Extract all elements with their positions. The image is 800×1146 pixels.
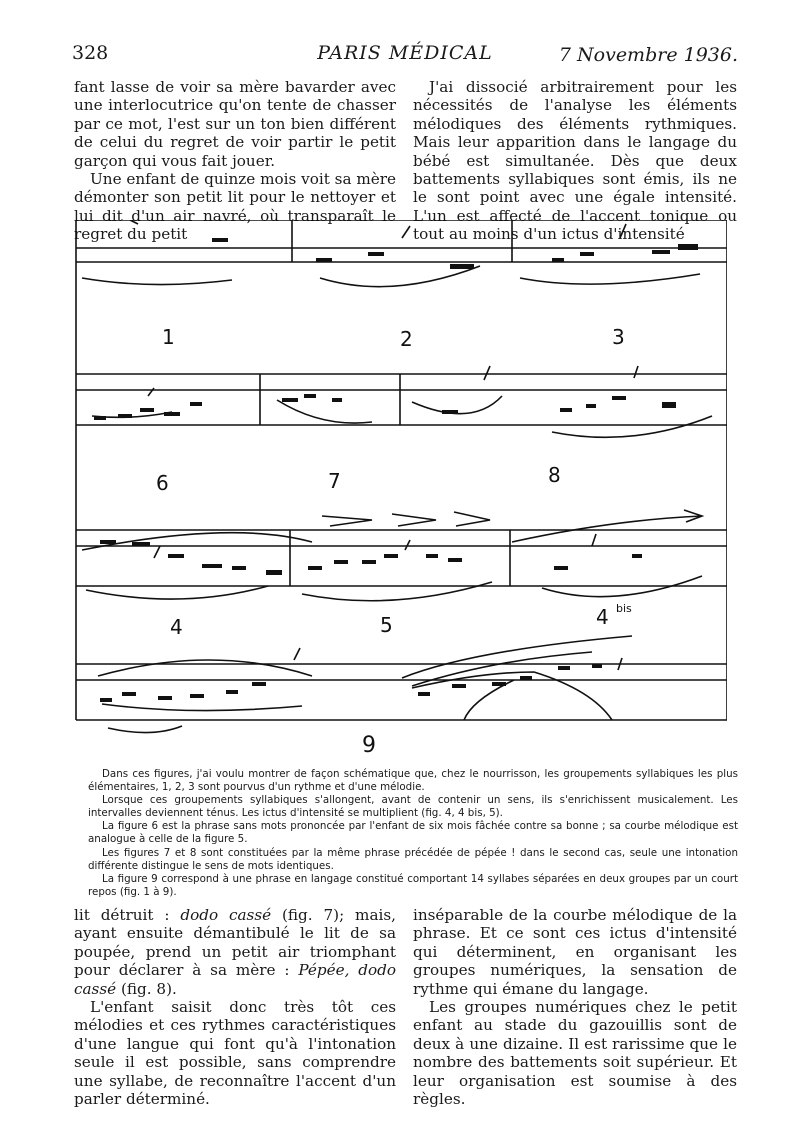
figure-label-6: 6 — [156, 471, 169, 495]
note-dash — [450, 264, 474, 269]
note-dash — [334, 560, 348, 564]
italic-phrase: Pépée, dodo cassé — [74, 961, 396, 998]
note-dash — [652, 250, 670, 254]
figure-label-bis-sub: bis — [616, 602, 632, 615]
note-dash — [558, 666, 570, 670]
note-dash — [418, 692, 430, 696]
melodic-curve — [320, 266, 480, 287]
journal-title: PARIS MÉDICAL — [317, 42, 493, 64]
paragraph: Une enfant de quinze mois voit sa mère démonter son petit lit pour le nettoyer et lui dit d'un air navré, où transparaît le regret du petit — [74, 170, 396, 244]
note-dash — [252, 682, 266, 686]
text-run: lit détruit : — [74, 906, 181, 924]
accent-stroke — [154, 546, 160, 558]
note-dash — [560, 408, 572, 412]
note-dash — [520, 676, 532, 680]
note-dash — [332, 398, 342, 402]
melodic-curve — [82, 278, 232, 285]
figure-caption — [88, 768, 738, 899]
note-dash — [632, 554, 642, 558]
note-dash — [190, 402, 202, 406]
note-dash — [132, 542, 150, 546]
crescendo-mark — [454, 512, 490, 526]
note-dash — [442, 410, 458, 414]
accent-stroke — [592, 534, 596, 546]
column-top-right — [413, 78, 737, 244]
caption-paragraph: Lorsque ces groupements syllabiques s'allongent, avant de contenir un sens, ils s'enrichissent musicalement. Les intervalles deviennent ténus. Les ictus d'intensité se multiplient (fig. 4, 4 bis, 5). — [88, 794, 738, 820]
melody-rhythm-figure — [72, 220, 727, 760]
accent-stroke — [484, 366, 490, 380]
note-dash — [118, 414, 132, 418]
note-dash — [122, 692, 136, 696]
figure-label-1: 1 — [162, 325, 175, 349]
note-dash — [384, 554, 398, 558]
note-dash — [168, 554, 184, 558]
note-dash — [266, 570, 282, 575]
figure-label-4-bis: 4 — [596, 605, 609, 629]
note-dash — [368, 252, 384, 256]
figure-label-4: 4 — [170, 615, 183, 639]
note-dash — [190, 694, 204, 698]
melodic-curve — [108, 726, 182, 733]
note-dash — [94, 416, 106, 420]
note-dash — [448, 558, 462, 562]
crescendo-mark — [322, 516, 372, 526]
accent-stroke — [620, 224, 626, 238]
accent-stroke — [405, 540, 410, 550]
note-dash — [100, 540, 116, 544]
note-dash — [316, 258, 332, 262]
note-dash — [308, 566, 322, 570]
issue-date: 7 Novembre 1936. — [558, 44, 738, 66]
crescendo-mark — [392, 514, 436, 526]
paragraph: Les groupes numériques chez le petit enfant au stade du gazouillis sont de deux à une dizaine. Il est rarissime que le nombre des battements soit supérieur. Et leur organisation est soumise à des règles. — [413, 998, 737, 1109]
note-dash — [552, 258, 564, 262]
note-dash — [554, 566, 568, 570]
accent-stroke — [294, 648, 300, 660]
note-dash — [580, 252, 594, 256]
melodic-curve — [102, 704, 302, 711]
melodic-curve — [82, 533, 312, 550]
note-dash — [678, 244, 698, 250]
note-dash — [202, 564, 222, 568]
note-dash — [282, 398, 298, 402]
melodic-curve — [464, 680, 514, 720]
accent-stroke — [634, 366, 638, 378]
note-dash — [140, 408, 154, 412]
note-dash — [164, 412, 180, 416]
note-dash — [304, 394, 316, 398]
column-bottom-right — [413, 906, 737, 1108]
note-dash — [232, 566, 246, 570]
figure-label-3: 3 — [612, 325, 625, 349]
italic-phrase: dodo cassé — [180, 906, 272, 924]
note-dash — [662, 402, 676, 408]
paragraph — [74, 906, 396, 998]
column-bottom-left — [74, 906, 396, 1108]
figure-label-7: 7 — [328, 469, 341, 493]
figure-label-2: 2 — [400, 327, 413, 351]
melodic-curve — [98, 660, 312, 676]
note-dash — [586, 404, 596, 408]
melodic-curve — [520, 274, 700, 284]
page-header — [72, 42, 738, 72]
melodic-curve — [302, 582, 492, 601]
note-dash — [100, 698, 112, 702]
caption-paragraph: La figure 9 correspond à une phrase en langage constitué comportant 14 syllabes séparées en deux groupes par un court repos (fig. 1 à 9). — [88, 872, 738, 898]
note-dash — [592, 664, 602, 668]
melodic-curve — [277, 400, 372, 423]
note-dash — [212, 238, 228, 242]
paragraph: J'ai dissocié arbitrairement pour les nécessités de l'analyse les éléments mélodiques des éléments rythmiques. Mais leur apparition dans le langage du bébé est simultanée. Dès que deux battements syllabiques sont émis, ils ne le sont point avec une égale intensité. L'un est affecté de l'accent tonique ou tout au moins d'un ictus d'intensité — [413, 78, 737, 244]
caption-paragraph: La figure 6 est la phrase sans mots prononcée par l'enfant de six mois fâchée contre sa bonne ; sa courbe mélodique est analogue à celle de la figure 5. — [88, 820, 738, 846]
note-dash — [492, 682, 506, 686]
note-dash — [452, 684, 466, 688]
note-dash — [158, 696, 172, 700]
column-top-left — [74, 78, 396, 244]
melodic-curve — [552, 416, 712, 437]
note-dash — [226, 690, 238, 694]
paragraph: L'enfant saisit donc très tôt ces mélodies et ces rythmes caractéristiques d'une langue qui font qu'à l'intonation seule il est possible, sans comprendre une syllabe, de reconnaître l'accent d'un parler déterminé. — [74, 998, 396, 1109]
note-dash — [612, 396, 626, 400]
caption-paragraph: Les figures 7 et 8 sont constituées par la même phrase précédée de pépée ! dans le second cas, seule une intonation différente distingue le sens de mots identiques. — [88, 846, 738, 872]
figure-label-8: 8 — [548, 463, 561, 487]
paragraph: fant lasse de voir sa mère bavarder avec une interlocutrice qu'on tente de chasser par ce mot, l'est sur un ton bien différent de celui du regret de voir partir le petit garçon qui vous fait jouer. — [74, 78, 396, 170]
figure-label-9: 9 — [362, 733, 376, 758]
note-dash — [426, 554, 438, 558]
accent-stroke — [402, 226, 410, 238]
text-run: (fig. 7); mais, ayant ensuite démantibulé le lit de sa poupée, prend un petit air triomphant pour déclarer à sa mère : — [74, 906, 396, 980]
paragraph: inséparable de la courbe mélodique de la phrase. Et ce sont ces ictus d'intensité qui déterminent, en organisant les groupes numériques, la sensation de rythme qui émane du langage. — [413, 906, 737, 998]
note-dash — [362, 560, 376, 564]
figure-label-5: 5 — [380, 613, 393, 637]
page-number: 328 — [72, 42, 109, 64]
melodic-curve — [86, 586, 268, 599]
melodic-curve — [512, 516, 702, 542]
text-run: (fig. 8). — [116, 979, 177, 998]
caption-paragraph: Dans ces figures, j'ai voulu montrer de façon schématique que, chez le nourrisson, les groupements syllabiques les plus élémentaires, 1, 2, 3 sont pourvus d'un rythme et d'une mélodie. — [88, 768, 738, 794]
